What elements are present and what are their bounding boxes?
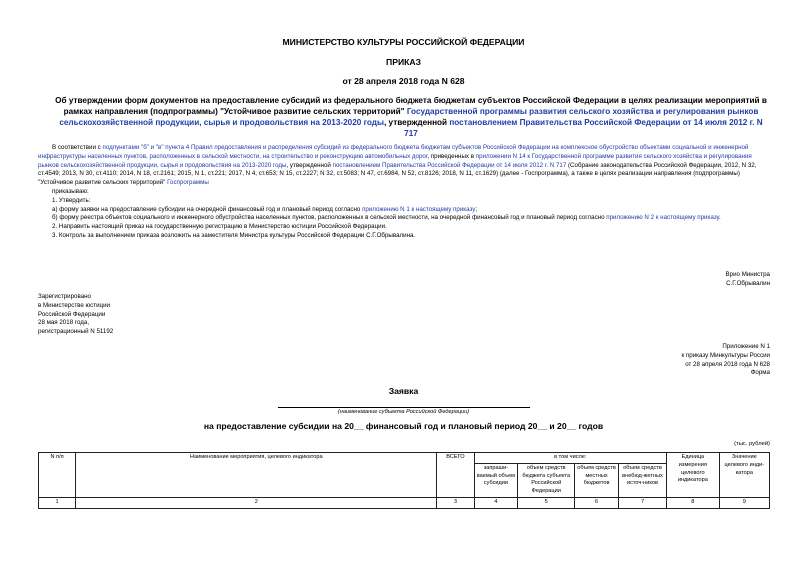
item-a-text: а) форму заявки на предоставление субсидии на очередной финансовый год и плановый период согласно: [52, 205, 363, 213]
signature-block: [570, 271, 770, 289]
column-number-cell: 8: [667, 497, 720, 508]
subject-underline: [278, 407, 530, 408]
header-extrabudget: объем средств внебюд-жетных источ-ников: [618, 463, 666, 497]
header-total: ВСЕГО: [437, 453, 474, 498]
registration-line: Зарегистрировано: [38, 293, 91, 300]
appendix-line: Форма: [750, 369, 770, 377]
preamble-link-resolution[interactable]: постановлением Правительства Российской Федерации от 14 июля 2012 г. N 717: [332, 161, 567, 169]
column-number-cell: 1: [39, 497, 76, 508]
doc-type-heading: ПРИКАЗ: [386, 57, 421, 67]
preamble-link-rules[interactable]: подпунктами "б" и "в" пункта 4 Правил предоставления и распределения субсидий из федерального бюджета бюджетам субъектов Российской Федерации на комплексное обустройство объектами социальной и инженерной инфраструктуры населенных пунктов, расположенных в сельской местности, на строительство и реконструкцию автомобильных дорог: [38, 144, 749, 160]
appendix-block: [570, 343, 770, 378]
title-link-resolution[interactable]: постановлением Правительства Российской Федерации от 14 июля 2012 г. N 717: [404, 118, 763, 138]
appendix-line: к приказу Минкультуры России: [681, 351, 770, 359]
preamble-text-1: В соответствии с: [52, 144, 103, 151]
appendix-line: Приложение N 1: [722, 343, 770, 350]
title-text-1: Об утверждении форм документов на предоставление субсидий из федерального бюджета бюджетам субъектов Российской Федерации в целях реализации мероприятий в рамках направления (подпрограммы) "Устойчивое развитие сельских территорий": [55, 96, 767, 116]
registration-line: 28 мая 2018 года,: [38, 319, 90, 327]
form-subtitle: на предоставление субсидии на 20__ финансовый год и плановый период 20__ и 20__ годов: [203, 421, 604, 431]
signature-role: Врио Министра: [725, 271, 770, 278]
item-b-text: б) форму реестра объектов социального и инженерного обустройства населенных пунктов, расположенных в сельской местности, на очередной финансовый год и плановый период согласно: [52, 214, 607, 222]
registration-line: Российской Федерации: [38, 310, 106, 318]
title-text-2: , утвержденной: [384, 118, 450, 127]
preamble-text-2: , приведенных в: [427, 152, 476, 160]
preamble-link-appendix-14[interactable]: приложении N 14 к Государственной программе развития сельского хозяйства и регулирования рынков сельскохозяйственной продукции, сырья и продовольствия на 2013-2020 годы: [38, 152, 752, 169]
header-including: в том числе:: [474, 453, 667, 464]
preamble-text-3: , утвержденной: [286, 161, 333, 169]
signature-name: С.Г.Обрывалин: [726, 279, 770, 287]
item-b-end: .: [718, 214, 721, 222]
header-regional: объем средств бюджета субъекта Российской Федерации: [518, 463, 575, 497]
item-a-link[interactable]: приложению N 1 к настоящему приказу: [362, 205, 476, 213]
item-2: 2. Направить настоящий приказ на государственную регистрацию в Министерство юстиции Российской Федерации.: [52, 223, 387, 231]
registration-line: в Министерстве юстиции: [38, 301, 111, 309]
preamble-link-program[interactable]: Госпрограммы: [167, 179, 209, 187]
header-value: Значение целевого инди-катора: [719, 453, 769, 498]
column-number-cell: 7: [618, 497, 666, 508]
order-title: [54, 95, 768, 139]
title-link-state-program[interactable]: Государственной программы развития сельского хозяйства и регулирования рынков сельскохозяйственной продукции, сырья и продовольствия на 2013-2020 годы: [59, 107, 759, 127]
item-3: 3. Контроль за выполнением приказа возложить на заместителя Министра культуры Российской Федерации С.Г.Обрывалина.: [52, 231, 416, 239]
application-table: [38, 452, 770, 509]
header-num: N п/п: [39, 453, 76, 498]
preamble-text-4: (Собрание законодательства Российской Федерации, 2012, N 32, ст.4549; 2013, N 30, ст.4110; 2014, N 18, ст.2161; 2015, N 1, ст.221; 2017, N 4, ст.653; N 15, ст.2227; N 32, ст.5083; N 47, ст.6984, N 52, ст.8126; 2018, N 11, ст.1629) (далее - Госпрограмма), а также в целях реализации направления (подпрограммы) "Устойчивое развитие сельских территорий": [38, 161, 757, 187]
preamble: [38, 144, 768, 241]
form-title: Заявка: [388, 386, 419, 396]
header-requested: запраши-ваемый объем субсидии: [474, 463, 518, 497]
header-unit: Единица измерения целевого индикатора: [667, 453, 720, 498]
subject-caption: (наименование субъекта Российской Федерации): [337, 409, 470, 415]
column-number-cell: 5: [518, 497, 575, 508]
appendix-line: от 28 апреля 2018 года N 628: [685, 360, 770, 368]
column-number-cell: 3: [437, 497, 474, 508]
registration-block: [38, 293, 113, 337]
item-1: 1. Утвердить:: [52, 196, 91, 204]
header-name: Наименование мероприятия, целевого индикатора: [76, 453, 437, 498]
ministry-heading: МИНИСТЕРСТВО КУЛЬТУРЫ РОССИЙСКОЙ ФЕДЕРАЦИИ: [282, 37, 525, 47]
registration-line: регистрационный N 51192: [38, 328, 114, 336]
column-number-cell: 6: [575, 497, 619, 508]
item-a-end: ;: [475, 205, 478, 213]
column-number-cell: 9: [719, 497, 769, 508]
units-label: (тыс. рублей): [734, 441, 770, 447]
item-b-link[interactable]: приложению N 2 к настоящему приказу: [606, 214, 719, 222]
header-local: объем средств местных бюджетов: [575, 463, 619, 497]
column-number-cell: 4: [474, 497, 518, 508]
order-word: приказываю:: [52, 187, 89, 195]
date-number: от 28 апреля 2018 года N 628: [342, 76, 465, 86]
column-number-cell: 2: [76, 497, 437, 508]
